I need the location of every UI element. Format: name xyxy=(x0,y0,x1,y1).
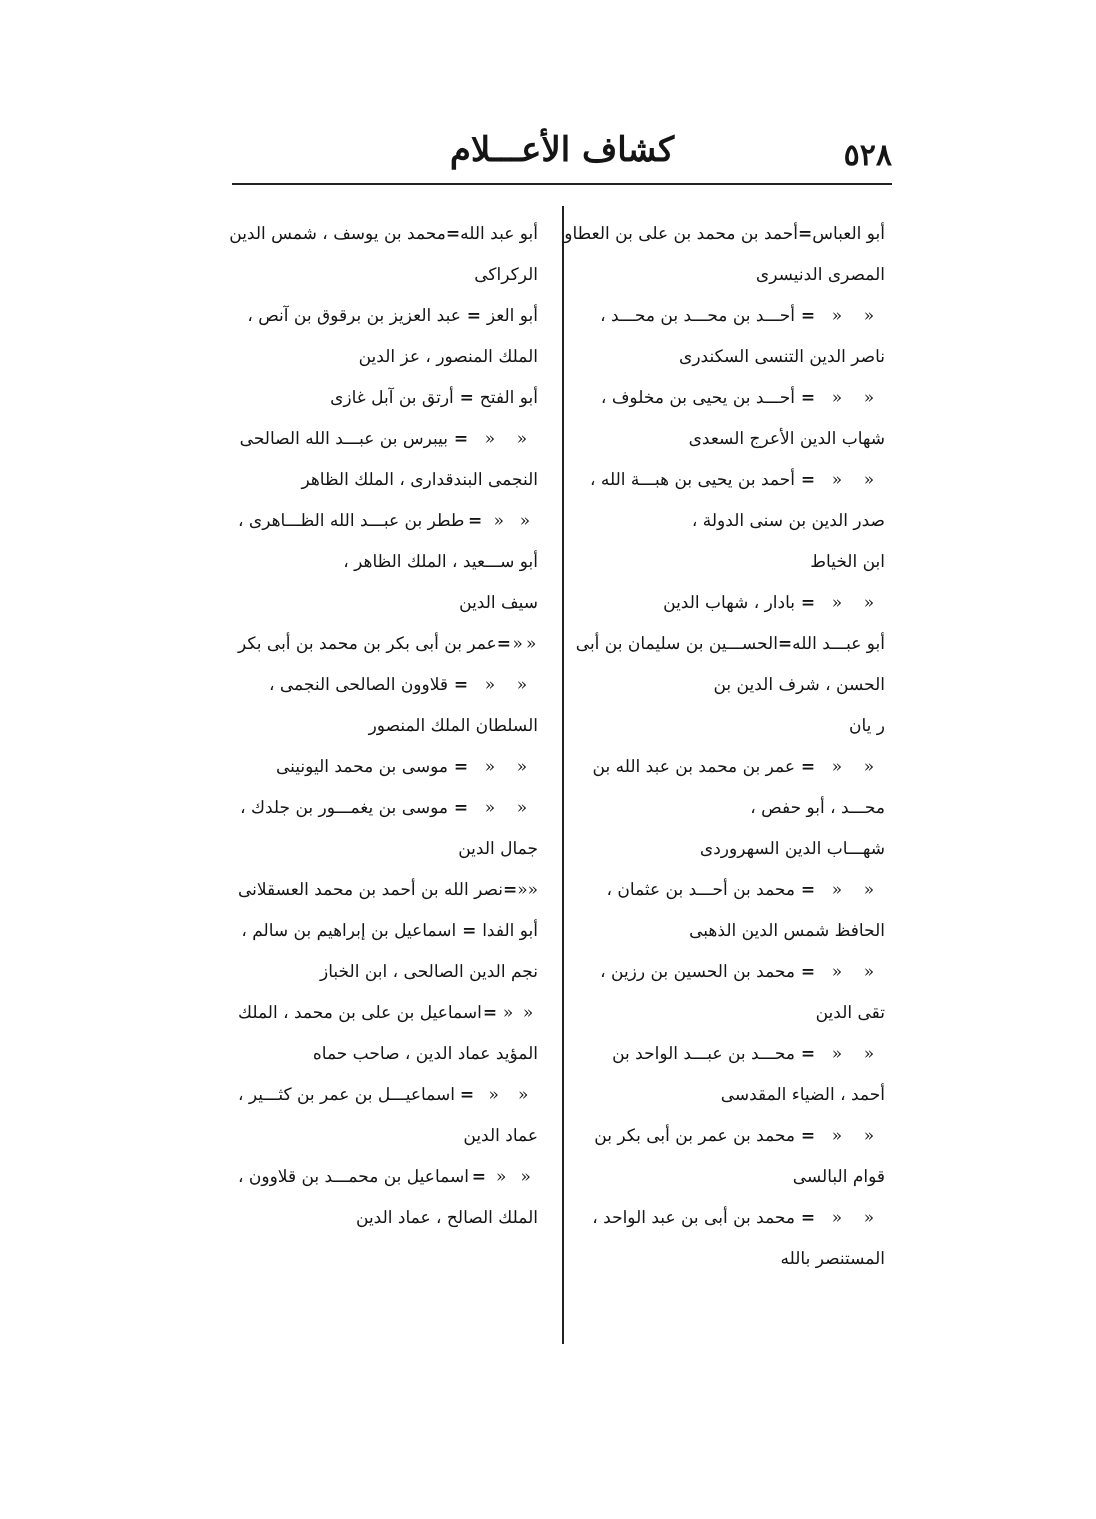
entry-name-line: أبو ســـعيد ، الملك الظاهر ، xyxy=(343,552,538,572)
entry-name-line: ر يان xyxy=(848,716,885,736)
entry-name-line: المستنصر بالله xyxy=(780,1249,885,1269)
index-entry-head xyxy=(585,870,885,911)
entry-name-line: محمد بن أبى بن عبد الواحد ، xyxy=(592,1208,795,1228)
index-entry-head xyxy=(238,296,538,337)
equals-separator: = xyxy=(466,306,481,326)
entry-name-line: محمد بن يوسف ، شمس الدين xyxy=(229,224,446,244)
equals-separator: = xyxy=(471,1167,487,1187)
entry-name-line: عمر بن أبى بكر بن محمد بن أبى بكر xyxy=(238,634,497,654)
index-entry-head xyxy=(585,747,885,788)
ditto-mark: « xyxy=(863,1126,875,1146)
ditto-mark: « xyxy=(831,880,843,900)
entry-kunya: أبو الفتح xyxy=(479,388,538,408)
index-entry xyxy=(238,747,538,788)
ditto-mark: « xyxy=(831,388,843,408)
index-entry-head xyxy=(238,747,538,788)
header-rule xyxy=(232,183,892,185)
entry-name-line: عمر بن محمد بن عبد الله بن xyxy=(592,757,795,777)
entry-name-line: جمال الدين xyxy=(458,839,538,859)
index-entry-head xyxy=(238,501,538,542)
index-entry-head xyxy=(238,1157,538,1198)
column-divider xyxy=(562,206,564,1344)
ditto-mark: « xyxy=(493,511,504,531)
ditto-mark: « xyxy=(484,675,496,695)
entry-name-line: أحمد بن يحيى بن هبـــة الله ، xyxy=(589,470,795,490)
entry-name-line: عبد العزيز بن برقوق بن آنص ، xyxy=(247,306,461,326)
ditto-mark: « xyxy=(484,798,496,818)
entry-name-line: اسماعيل بن إبراهيم بن سالم ، xyxy=(241,921,457,941)
index-entry-head xyxy=(238,419,538,460)
index-entry xyxy=(585,1198,885,1280)
equals-separator: = xyxy=(800,306,816,326)
ditto-mark: « xyxy=(831,1044,843,1064)
equals-separator: = xyxy=(800,593,816,613)
equals-separator: = xyxy=(459,1085,475,1105)
index-entry xyxy=(585,296,885,378)
index-entry xyxy=(238,993,538,1075)
index-entry-head xyxy=(238,378,538,419)
ditto-mark: « xyxy=(484,757,496,777)
entry-name-line: الحســـين بن سليمان بن أبى xyxy=(575,634,778,654)
entry-name-line: الركراكى xyxy=(474,265,538,285)
entry-name-line: اسماعيل بن على بن محمد ، الملك xyxy=(238,1003,482,1023)
ditto-mark: « xyxy=(516,429,528,449)
entry-name-line: موسى بن محمد اليونينى xyxy=(276,757,448,777)
entry-name-line: تقى الدين xyxy=(815,1003,885,1023)
ditto-mark: « xyxy=(517,880,528,900)
index-entry xyxy=(238,296,538,378)
equals-separator: = xyxy=(800,1208,816,1228)
entry-name-line: شهـــاب الدين السهروردى xyxy=(699,839,885,859)
index-entry xyxy=(238,624,538,665)
index-entry xyxy=(585,747,885,870)
index-entry-head xyxy=(238,788,538,829)
index-column-left xyxy=(229,214,538,1239)
ditto-mark: « xyxy=(484,429,496,449)
equals-separator: = xyxy=(453,675,469,695)
entry-kunya: أبو عبد الله xyxy=(460,224,538,244)
entry-name-line: ططر بن عبـــد الله الظـــاهرى ، xyxy=(238,511,465,531)
index-entry-head xyxy=(585,1034,885,1075)
equals-separator: = xyxy=(459,388,474,408)
index-entry xyxy=(238,378,538,419)
entry-name-line: اسماعيـــل بن عمر بن كثـــير ، xyxy=(238,1085,455,1105)
equals-separator: = xyxy=(502,880,518,900)
ditto-mark: « xyxy=(863,388,875,408)
equals-separator: = xyxy=(800,757,816,777)
entry-name-line: أحـــد بن محـــد بن محـــد ، xyxy=(600,306,795,326)
ditto-mark: « xyxy=(520,1167,531,1187)
index-entry-head xyxy=(238,870,538,911)
index-entry-head xyxy=(238,993,538,1034)
equals-separator: = xyxy=(462,921,477,941)
entry-name-line: بيبرس بن عبـــد الله الصالحى xyxy=(239,429,448,449)
ditto-mark: « xyxy=(863,880,875,900)
index-entry-head xyxy=(238,911,538,952)
ditto-mark: « xyxy=(863,470,875,490)
index-entry xyxy=(238,911,538,993)
equals-separator: = xyxy=(496,634,511,654)
entry-name-line: أحـــد بن يحيى بن مخلوف ، xyxy=(600,388,795,408)
ditto-mark: « xyxy=(831,306,843,326)
index-entry-head xyxy=(238,1075,538,1116)
page-header xyxy=(232,128,892,186)
index-entry xyxy=(575,624,885,747)
entry-name-line: قلاوون الصالحى النجمى ، xyxy=(268,675,448,695)
entry-name-line: بادار ، شهاب الدين xyxy=(663,593,795,613)
index-entry-head xyxy=(585,460,885,501)
entry-kunya: أبو الفدا xyxy=(482,921,538,941)
index-entry xyxy=(238,788,538,870)
entry-name-line: المصرى الدنيسرى xyxy=(755,265,885,285)
index-entry xyxy=(585,952,885,1034)
entry-name-line: الحافظ شمس الدين الذهبى xyxy=(689,921,885,941)
equals-separator: = xyxy=(453,798,469,818)
ditto-mark: « xyxy=(863,1044,875,1064)
index-entry-head xyxy=(238,665,538,706)
index-entry xyxy=(585,1116,885,1198)
equals-separator: = xyxy=(777,634,793,654)
entry-name-line: محـــد ، أبو حفص ، xyxy=(750,798,885,818)
entry-name-line: سيف الدين xyxy=(459,593,538,613)
entry-name-line: ناصر الدين التنسى السكندرى xyxy=(679,347,885,367)
entry-kunya: أبو العز xyxy=(486,306,538,326)
ditto-mark: « xyxy=(831,757,843,777)
index-entry xyxy=(585,583,885,624)
equals-separator: = xyxy=(800,1044,816,1064)
equals-separator: = xyxy=(800,880,816,900)
entry-name-line: محمد بن أحـــد بن عثمان ، xyxy=(606,880,795,900)
ditto-mark: « xyxy=(831,1208,843,1228)
index-column-right xyxy=(564,214,885,1280)
ditto-mark: « xyxy=(863,306,875,326)
entry-name-line: اسماعيل بن محمـــد بن قلاوون ، xyxy=(238,1167,469,1187)
entry-name-line: الملك المنصور ، عز الدين xyxy=(358,347,538,367)
entry-name-line: محمد بن عمر بن أبى بكر بن xyxy=(594,1126,795,1146)
entry-name-line: السلطان الملك المنصور xyxy=(368,716,538,736)
equals-separator: = xyxy=(800,1126,816,1146)
index-entry-head xyxy=(575,624,885,665)
ditto-mark: « xyxy=(518,1085,529,1105)
ditto-mark: « xyxy=(831,1126,843,1146)
index-entry xyxy=(238,1075,538,1157)
equals-separator: = xyxy=(453,757,469,777)
index-entry xyxy=(229,214,538,296)
index-entry xyxy=(238,665,538,747)
ditto-mark: « xyxy=(863,962,875,982)
index-entry xyxy=(585,378,885,460)
ditto-mark: « xyxy=(488,1085,499,1105)
entry-name-line: ابن الخياط xyxy=(810,552,885,572)
equals-separator: = xyxy=(797,224,813,244)
entry-name-line: أرتق بن آبل غازى xyxy=(330,388,454,408)
page-title: كشاف الأعـــلام xyxy=(449,130,675,170)
ditto-mark: « xyxy=(516,675,528,695)
entry-name-line: موسى بن يغمـــور بن جلدك ، xyxy=(240,798,448,818)
entry-name-line: أحمد بن محمد بن على بن العطاو xyxy=(564,224,798,244)
ditto-mark: « xyxy=(863,757,875,777)
ditto-mark: « xyxy=(863,593,875,613)
index-entry xyxy=(238,419,538,501)
ditto-mark: « xyxy=(831,470,843,490)
ditto-mark: « xyxy=(863,1208,875,1228)
ditto-mark: « xyxy=(831,962,843,982)
index-entry xyxy=(238,1157,538,1239)
index-entry xyxy=(238,501,538,624)
entry-name-line: صدر الدين بن سنى الدولة ، xyxy=(691,511,885,531)
index-entry-head xyxy=(585,296,885,337)
equals-separator: = xyxy=(800,962,816,982)
entry-name-line: الملك الصالح ، عماد الدين xyxy=(356,1208,538,1228)
ditto-mark: « xyxy=(516,757,528,777)
entry-name-line: الحسن ، شرف الدين بن xyxy=(713,675,885,695)
index-entry xyxy=(585,870,885,952)
entry-name-line: أحمد ، الضياء المقدسى xyxy=(720,1085,885,1105)
ditto-mark: « xyxy=(516,798,528,818)
ditto-mark: « xyxy=(522,1003,534,1023)
index-entry-head xyxy=(585,1116,885,1157)
entry-name-line: عماد الدين xyxy=(463,1126,538,1146)
equals-separator: = xyxy=(453,429,469,449)
equals-separator: = xyxy=(467,511,483,531)
index-entry-head xyxy=(585,583,885,624)
entry-name-line: قوام البالسى xyxy=(792,1167,885,1187)
index-entry-head xyxy=(238,624,538,665)
index-entry-head xyxy=(585,1198,885,1239)
index-entry xyxy=(238,870,538,911)
ditto-mark: « xyxy=(526,634,537,654)
ditto-mark: « xyxy=(495,1167,507,1187)
page-number: ٥٢٨ xyxy=(843,138,892,173)
equals-separator: = xyxy=(800,470,816,490)
entry-name-line: محـــد بن عبـــد الواحد بن xyxy=(612,1044,795,1064)
entry-name-line: المؤيد عماد الدين ، صاحب حماه xyxy=(312,1044,538,1064)
entry-name-line: شهاب الدين الأعرج السعدى xyxy=(688,429,885,449)
equals-separator: = xyxy=(800,388,816,408)
index-entry xyxy=(585,460,885,583)
ditto-mark: « xyxy=(527,880,538,900)
entry-kunya: أبو عبـــد الله xyxy=(792,634,885,654)
index-entry xyxy=(585,1034,885,1116)
index-entry-head xyxy=(585,952,885,993)
entry-name-line: محمد بن الحسين بن رزين ، xyxy=(600,962,795,982)
entry-name-line: نجم الدين الصالحى ، ابن الخباز xyxy=(320,962,538,982)
index-entry-head xyxy=(585,378,885,419)
index-entry-head xyxy=(564,214,885,255)
ditto-mark: « xyxy=(519,511,531,531)
entry-kunya: أبو العباس xyxy=(812,224,885,244)
entry-name-line: نصر الله بن أحمد بن محمد العسقلانى xyxy=(237,880,503,900)
ditto-mark: « xyxy=(831,593,843,613)
index-entry-head xyxy=(229,214,538,255)
entry-name-line: النجمى البندقدارى ، الملك الظاهر xyxy=(301,470,538,490)
ditto-mark: « xyxy=(502,1003,514,1023)
ditto-mark: « xyxy=(512,634,523,654)
equals-separator: = xyxy=(482,1003,498,1023)
equals-separator: = xyxy=(445,224,461,244)
index-entry xyxy=(564,214,885,296)
